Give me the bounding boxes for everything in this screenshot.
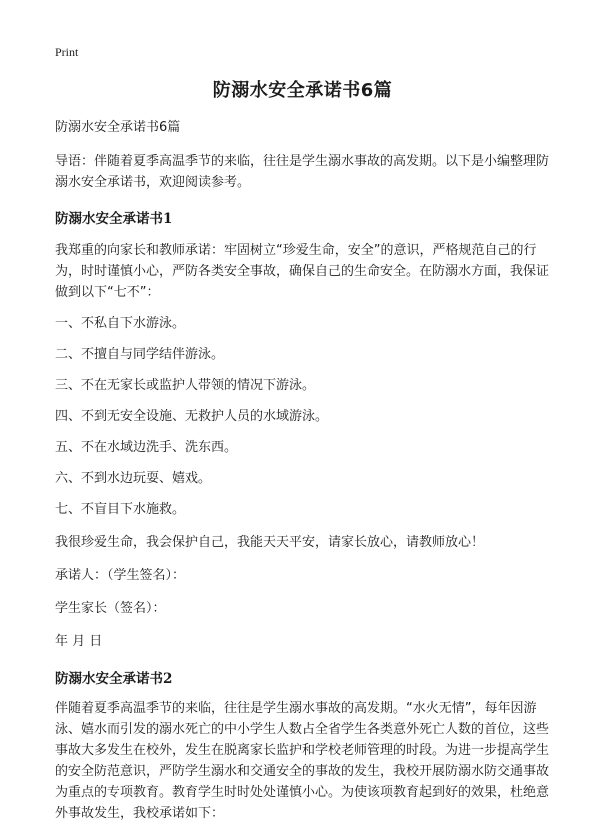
pledge-item-4: 四、不到无安全设施、无救护人员的水域游泳。 <box>55 409 329 424</box>
pledge-item-2: 二、不擅自与同学结伴游泳。 <box>55 347 225 362</box>
print-link[interactable]: Print <box>55 45 79 59</box>
document-subtitle: 防溺水安全承诺书6篇 <box>55 120 181 135</box>
pledge-item-1: 一、不私自下水游泳。 <box>55 316 186 331</box>
closing-statement: 我很珍爱生命，我会保护自己，我能天天平安，请家长放心，请教师放心！ <box>55 535 485 550</box>
pledge-item-7: 七、不盲目下水施救。 <box>55 502 186 517</box>
page-title: 防溺水安全承诺书6篇 <box>212 80 393 101</box>
pledge-item-3: 三、不在无家长或监护人带领的情况下游泳。 <box>55 378 316 393</box>
student-signature-line: 承诺人：（学生签名）： <box>55 568 186 583</box>
pledge-item-6: 六、不到水边玩耍、嬉戏。 <box>55 471 212 486</box>
pledge-paragraph: 我郑重的向家长和教师承诺：牢固树立“珍爱生命，安全”的意识，严格规范自己的行为，时时谨慎小心，严防各类安全事故，确保自己的生命安全。在防溺水方面，我保证做到以下“七不”： <box>55 243 550 300</box>
parent-signature-line: 学生家长（签名）： <box>55 601 166 616</box>
section-2-heading: 防溺水安全承诺书2 <box>55 671 173 687</box>
date-line: 年 月 日 <box>55 634 103 649</box>
section-1-heading: 防溺水安全承诺书1 <box>55 211 173 227</box>
intro-paragraph: 导语：伴随着夏季高温季节的来临，往往是学生溺水事故的高发期。以下是小编整理防溺水安全承诺书，欢迎阅读参考。 <box>55 154 550 190</box>
pledge-item-5: 五、不在水域边洗手、洗东西。 <box>55 440 238 455</box>
section-2-body: 伴随着夏季高温季节的来临，往往是学生溺水事故的高发期。“水火无情”，每年因游泳、嬉水而引发的溺水死亡的中小学生人数占全省学生各类意外死亡人数的首位，这些事故大多发生在校外，发生在脱离家长监护和学校老师管理的时段。为进一步提高学生的安全防范意识，严防学生溺水和交通安全的事故的发生，我校开展防溺水防交通事故为重点的专项教育。教育学生时时处处谨慎小心。为使该项教育起到好的效果，杜绝意外事故发生，我校承诺如下： <box>55 701 550 821</box>
